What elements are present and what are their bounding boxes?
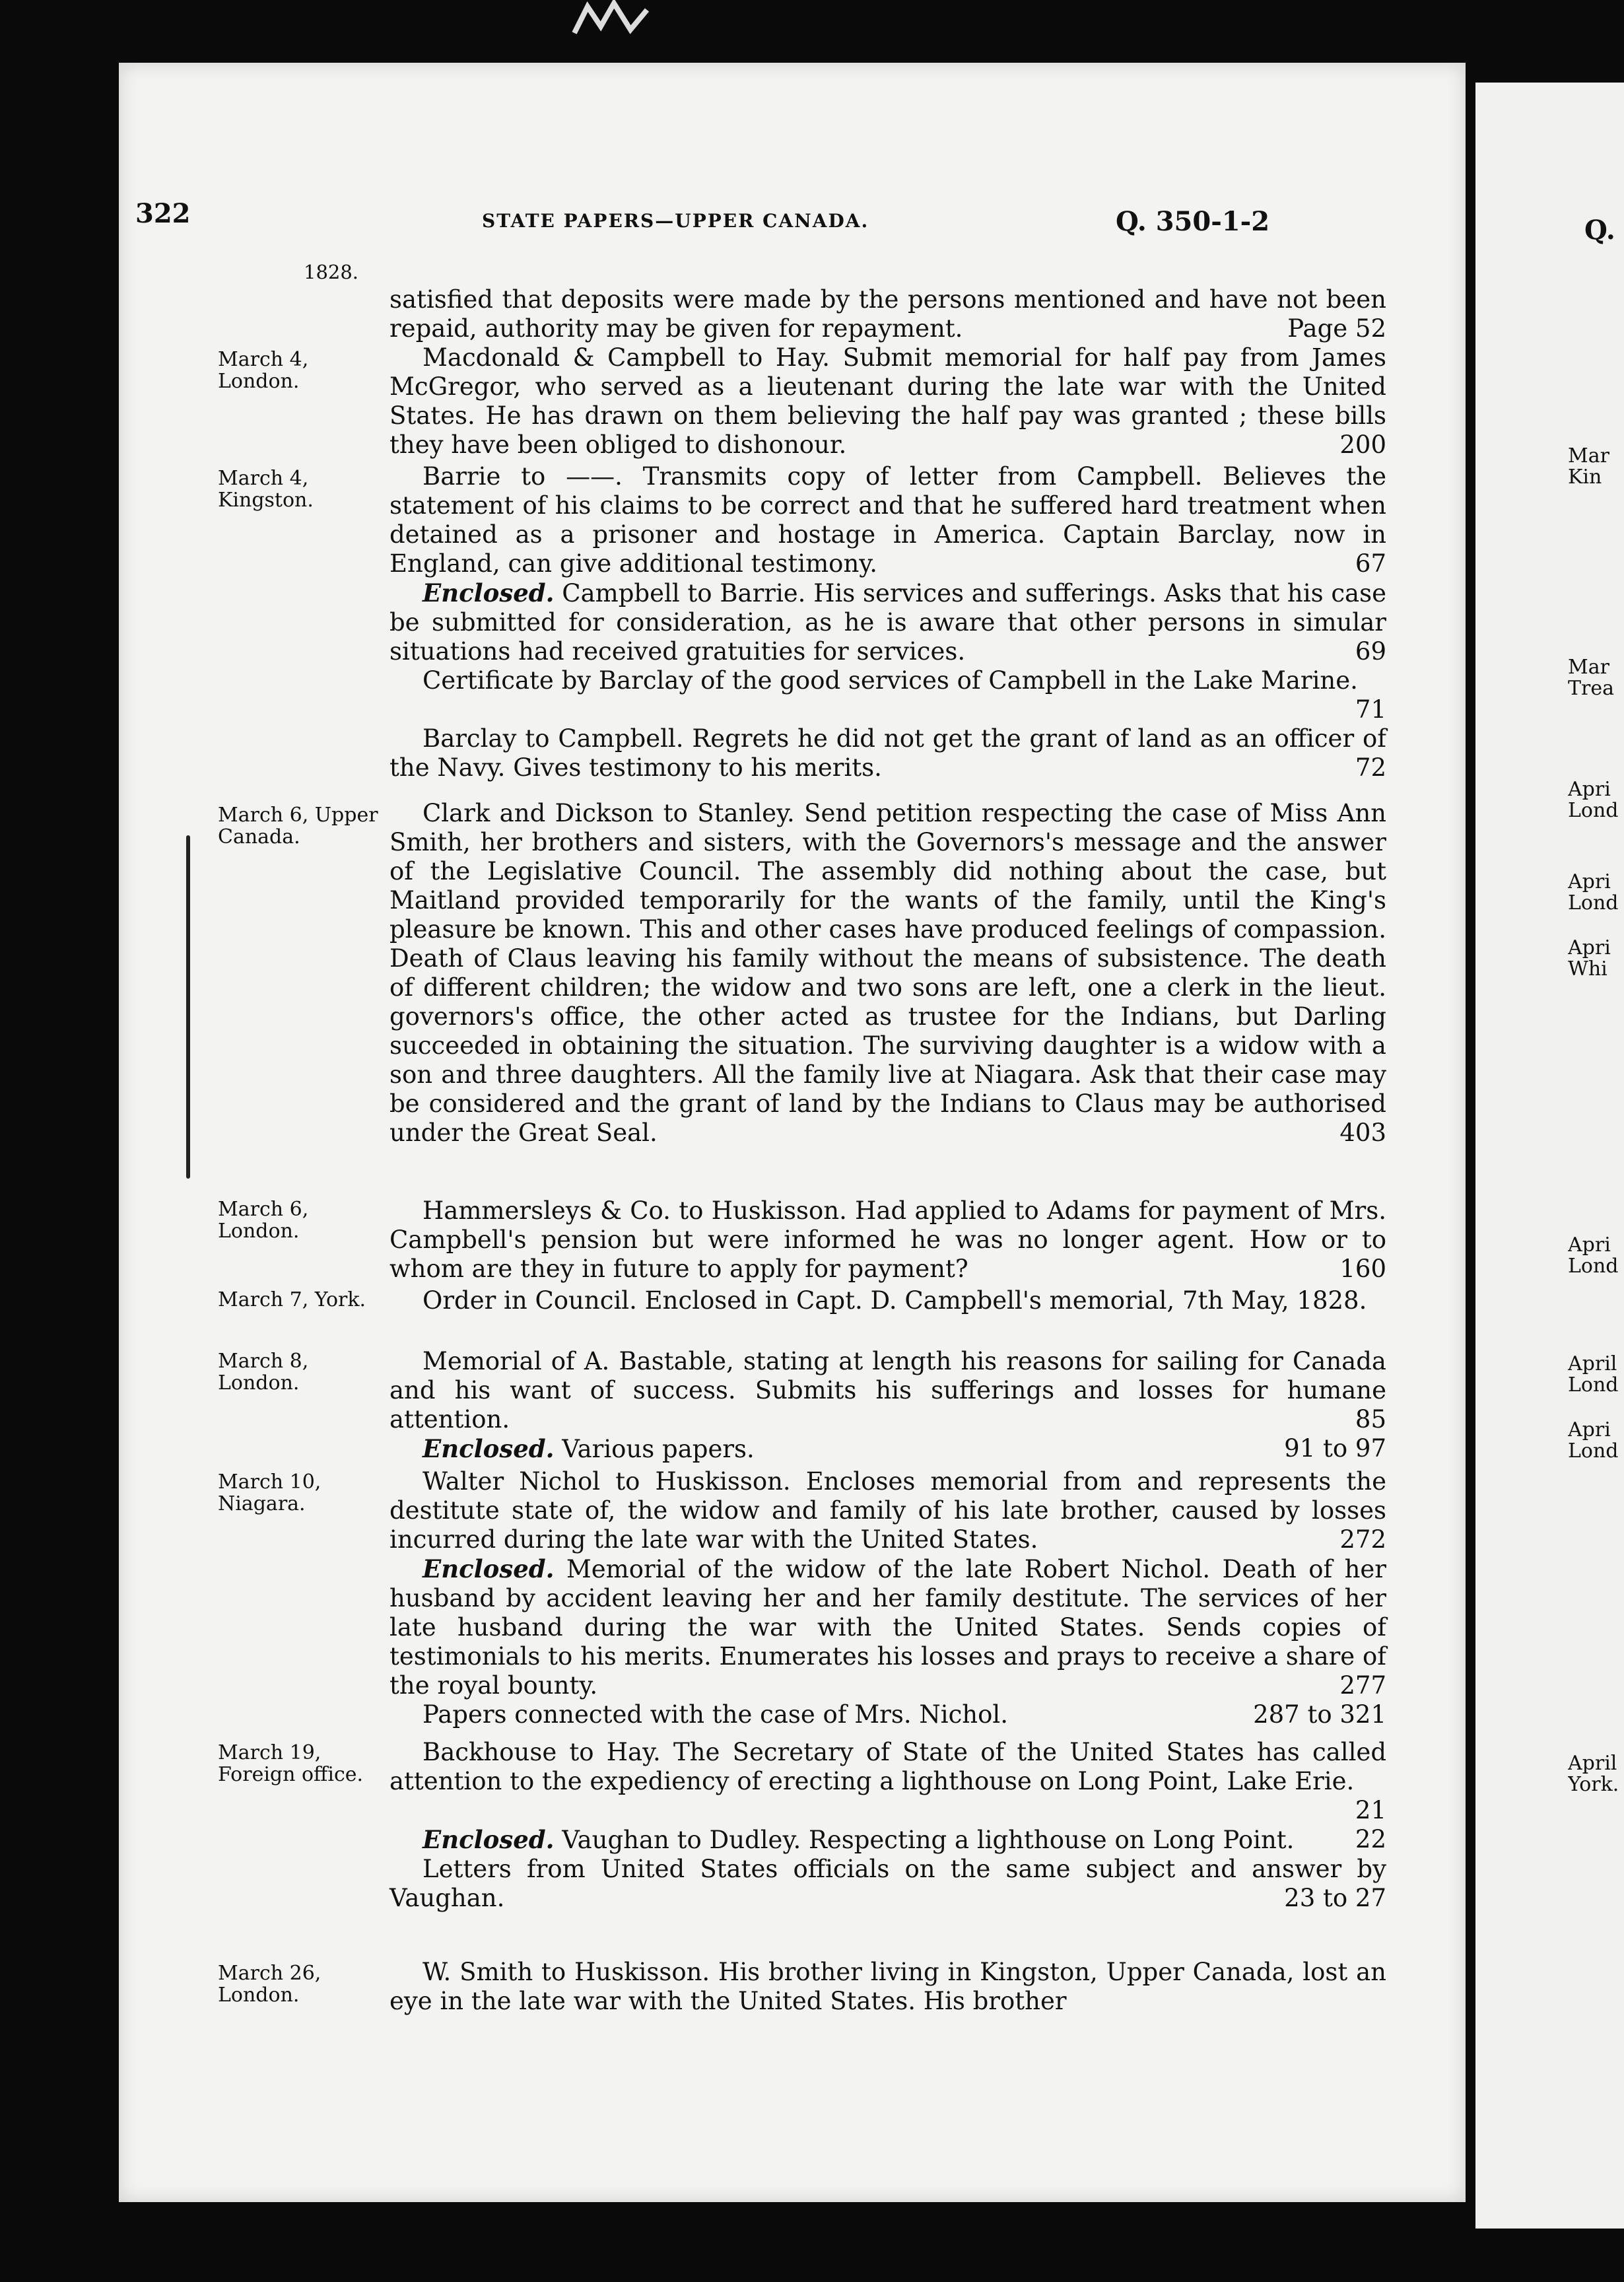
adjacent-date: Lond [1568, 800, 1619, 821]
entry-date: March 19, Foreign office. [218, 1741, 364, 1786]
entry-date: March 4, Kingston. [218, 467, 314, 512]
calendar-paragraph [389, 724, 1386, 782]
entry-text: Papers connected with the case of Mrs. Nichol. [423, 1700, 1008, 1729]
adjacent-date: York. [1568, 1774, 1619, 1795]
page-reference: 85 [1355, 1405, 1386, 1434]
adjacent-date: April [1568, 1354, 1617, 1375]
calendar-paragraph [389, 285, 1386, 343]
volume-reference: Q. 350-1-2 [1116, 206, 1270, 237]
calendar-paragraph [389, 1738, 1386, 1825]
entry [389, 1467, 1386, 1729]
calendar-paragraph [389, 1554, 1386, 1700]
scan-artifact-icon [568, 0, 660, 40]
entry-text: Campbell to Barrie. His services and sufferings. Asks that his case be submitted for consideration, as he is aware that other persons in simular situations had received gratuities for services. [389, 579, 1386, 666]
adjacent-date: Trea [1568, 678, 1614, 699]
entry-date: March 6, London. [218, 1198, 309, 1243]
entry-text: Letters from United States officials on the same subject and answer by Vaughan. [389, 1855, 1386, 1912]
adjacent-date: Apri [1568, 779, 1611, 800]
entry-text: Backhouse to Hay. The Secretary of State of the United States has called attention to the expediency of erecting a lighthouse on Long Point, Lake Erie. [389, 1738, 1386, 1795]
page-reference: 277 [1339, 1671, 1386, 1700]
enclosed-label: Enclosed. [423, 578, 555, 607]
page-reference: 23 to 27 [1284, 1884, 1386, 1912]
calendar-paragraph [389, 1196, 1386, 1284]
adjacent-date: April [1568, 1753, 1617, 1774]
entry-text: Vaughan to Dudley. Respecting a lighthouse on Long Point. [562, 1826, 1295, 1854]
calendar-paragraph [389, 666, 1386, 724]
entry-text: Order in Council. Enclosed in Capt. D. Campbell's memorial, 7th May, 1828. [423, 1286, 1367, 1315]
enclosed-label: Enclosed. [423, 1554, 555, 1583]
calendar-paragraph [389, 1347, 1386, 1434]
page-reference: 67 [1355, 549, 1386, 578]
entry [389, 1347, 1386, 1464]
calendar-paragraph [389, 343, 1386, 460]
adjacent-date: Lond [1568, 893, 1619, 914]
calendar-paragraph [389, 578, 1386, 666]
entry-text: Memorial of the widow of the late Robert Nichol. Death of her husband by accident leaving her and her family destitute. The services of her late husband during the war with the United States. Sends copies of testimonials to his merits. Enumerates his losses and prays to receive a share of the royal bounty. [389, 1555, 1386, 1700]
entry [389, 343, 1386, 460]
entry [389, 799, 1386, 1148]
adjacent-date: Apri [1568, 872, 1611, 893]
adjacent-date: Whi [1568, 959, 1607, 980]
entry [389, 1196, 1386, 1284]
margin-bracket [186, 835, 190, 1179]
entry-text: Various papers. [562, 1435, 755, 1463]
calendar-paragraph [389, 1467, 1386, 1554]
entry-text: Hammersleys & Co. to Huskisson. Had applied to Adams for payment of Mrs. Campbell's pension but were informed he was no longer agent. How or to whom are they in future to apply for payment? [389, 1196, 1386, 1283]
adjacent-date: Mar [1568, 446, 1609, 467]
page-reference: 72 [1355, 753, 1386, 782]
entry [389, 1286, 1386, 1315]
calendar-paragraph [389, 1434, 1386, 1464]
adjacent-page-ref: Q. [1584, 215, 1615, 246]
page-reference: 91 to 97 [1284, 1434, 1386, 1463]
page-number: 322 [135, 198, 191, 229]
adjacent-date: Apri [1568, 938, 1611, 959]
entry-date: March 6, Upper Canada. [218, 804, 378, 848]
adjacent-date: Mar [1568, 657, 1609, 678]
entry-text: Memorial of A. Bastable, stating at length his reasons for sailing for Canada and his want of success. Submits his sufferings and losses for humane attention. [389, 1347, 1386, 1434]
entry-text: satisfied that deposits were made by the persons mentioned and have not been repaid, authority may be given for repayment. [389, 285, 1386, 343]
entry-text: Macdonald & Campbell to Hay. Submit memorial for half pay from James McGregor, who served as a lieutenant during the late war with the United States. He has drawn on them believing the half pay was granted ; these bills they have been obliged to dishonour. [389, 343, 1386, 459]
entry-date: March 7, York. [218, 1288, 366, 1311]
year-label: 1828. [304, 261, 359, 283]
running-title: STATE PAPERS—UPPER CANADA. [482, 210, 869, 232]
entry-text: W. Smith to Huskisson. His brother living in Kingston, Upper Canada, lost an eye in the late war with the United States. His brother [389, 1958, 1386, 2015]
page-reference: 403 [1339, 1119, 1386, 1147]
entry [389, 462, 1386, 782]
adjacent-date: Lond [1568, 1441, 1619, 1462]
entry-text: Clark and Dickson to Stanley. Send petition respecting the case of Miss Ann Smith, her brothers and sisters, with the Governors's message and the answer of the Legislative Council. The assembly did nothing about the case, but Maitland provided temporarily for the wants of the family, until the King's pleasure be known. This and other cases have produced feelings of compassion. Death of Claus leaving his family without the means of subsistence. The death of different children; the widow and two sons are left, one a clerk in the lieut. governors's office, the other acted as trustee for the Indians, but Darling succeeded in obtaining the situation. The surviving daughter is a widow with a son and three daughters. All the family live at Niagara. Ask that their case may be considered and the grant of land by the Indians to Claus may be authorised under the Great Seal. [389, 799, 1386, 1147]
entry-text: Certificate by Barclay of the good services of Campbell in the Lake Marine. [423, 666, 1358, 695]
enclosed-label: Enclosed. [423, 1825, 555, 1854]
entry-date: March 10, Niagara. [218, 1470, 321, 1515]
page-reference: 287 to 321 [1253, 1700, 1386, 1729]
adjacent-date: Lond [1568, 1256, 1619, 1277]
adjacent-date: Kin [1568, 467, 1602, 488]
adjacent-date: Apri [1568, 1235, 1611, 1256]
page-reference: Page 52 [1287, 314, 1386, 343]
page-reference: 200 [1339, 431, 1386, 459]
entry [389, 1958, 1386, 2016]
entry-date: March 4, London. [218, 348, 309, 393]
page-reference: 22 [1355, 1825, 1386, 1853]
adjacent-date: Lond [1568, 1375, 1619, 1396]
page-reference: 272 [1339, 1525, 1386, 1554]
calendar-paragraph [389, 1958, 1386, 2016]
calendar-paragraph [389, 1286, 1386, 1315]
page-reference: 160 [1339, 1255, 1386, 1283]
calendar-paragraph [389, 1825, 1386, 1855]
adjacent-date: Apri [1568, 1420, 1611, 1441]
calendar-paragraph [389, 799, 1386, 1148]
entry-date: March 8, London. [218, 1350, 309, 1395]
calendar-paragraph [389, 1700, 1386, 1729]
entry-date: March 26, London. [218, 1962, 321, 2007]
calendar-paragraph [389, 1855, 1386, 1913]
entry-text: Walter Nichol to Huskisson. Encloses memorial from and represents the destitute state of, the widow and family of his late brother, caused by losses incurred during the late war with the United States. [389, 1467, 1386, 1554]
page-reference: 71 [1355, 695, 1386, 724]
page-reference: 69 [1355, 637, 1386, 666]
entry [389, 285, 1386, 343]
calendar-paragraph [389, 462, 1386, 578]
entry-text: Barclay to Campbell. Regrets he did not get the grant of land as an officer of the Navy. Gives testimony to his merits. [389, 724, 1386, 782]
page-reference: 21 [1355, 1796, 1386, 1824]
entry-text: Barrie to ——. Transmits copy of letter from Campbell. Believes the statement of his claims to be correct and that he suffered hard treatment when detained as a prisoner and hostage in America. Captain Barclay, now in England, can give additional testimony. [389, 462, 1386, 578]
adjacent-page [1475, 83, 1624, 2229]
entry [389, 1738, 1386, 1913]
enclosed-label: Enclosed. [423, 1434, 555, 1463]
